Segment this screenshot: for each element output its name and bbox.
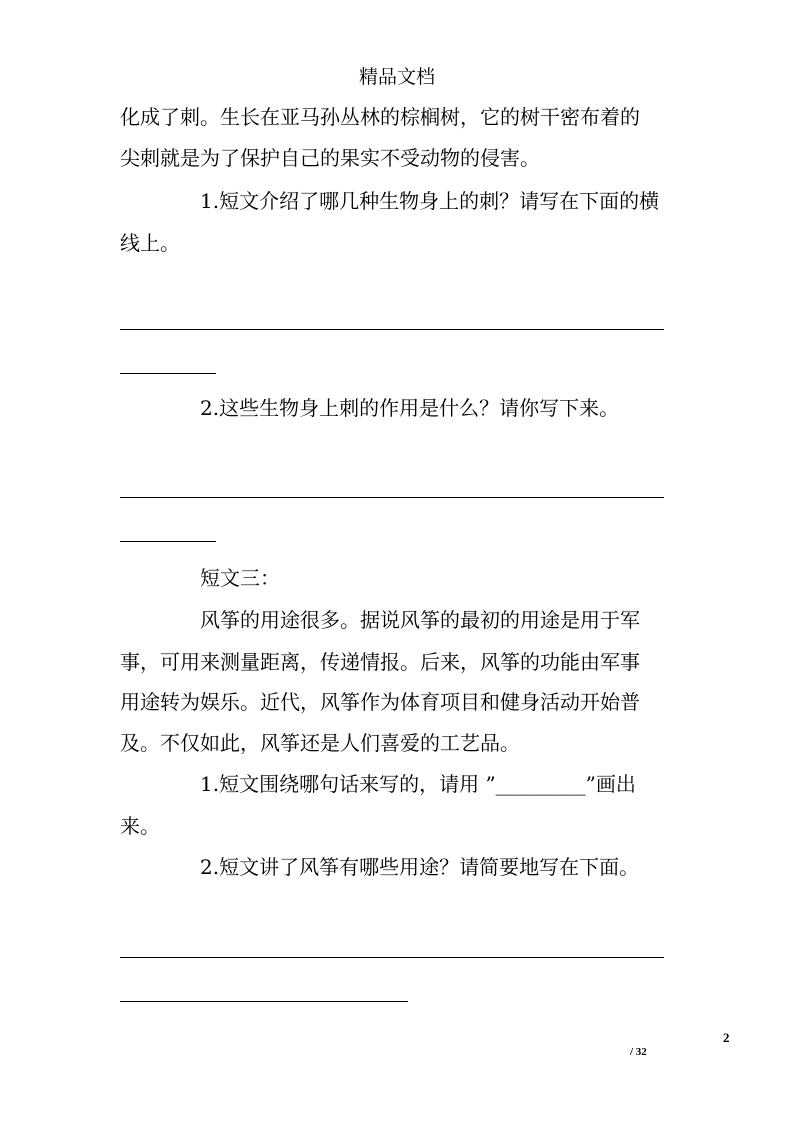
section-title: 短文三： (200, 566, 280, 590)
page-number: 2 (723, 1030, 730, 1045)
question-line: 2.短文讲了风筝有哪些用途？请简要地写在下面。 (200, 855, 640, 879)
page-total: / 32 (630, 1046, 647, 1058)
text-line: 线上。 (120, 231, 180, 255)
answer-line[interactable] (120, 329, 664, 330)
question-line: 2.这些生物身上刺的作用是什么？请你写下来。 (200, 396, 620, 420)
text-line: 来。 (120, 814, 160, 838)
answer-line[interactable] (120, 541, 216, 542)
text-line: 及。不仅如此，风筝还是人们喜爱的工艺品。 (120, 731, 520, 755)
answer-line[interactable] (120, 373, 216, 374)
answer-line[interactable] (120, 957, 664, 958)
answer-line[interactable] (120, 1001, 408, 1002)
text-line: 风筝的用途很多。据说风筝的最初的用途是用于军 (200, 608, 640, 632)
page-header: 精品文档 (358, 66, 435, 88)
text-line: 用途转为娱乐。近代，风筝作为体育项目和健身活动开始普 (120, 690, 640, 714)
text-line: 化成了刺。生长在亚马孙丛林的棕榈树，它的树干密布着的 (120, 105, 640, 129)
text-line: 事，可用来测量距离，传递情报。后来，风筝的功能由军事 (120, 650, 640, 674)
answer-line[interactable] (120, 497, 664, 498)
text-line: 尖刺就是为了保护自己的果实不受动物的侵害。 (120, 146, 540, 170)
question-line: 1.短文介绍了哪几种生物身上的刺？请写在下面的横 (200, 189, 660, 213)
question-line: 1.短文围绕哪句话来写的，请用 ”_________”画出 (200, 772, 636, 796)
